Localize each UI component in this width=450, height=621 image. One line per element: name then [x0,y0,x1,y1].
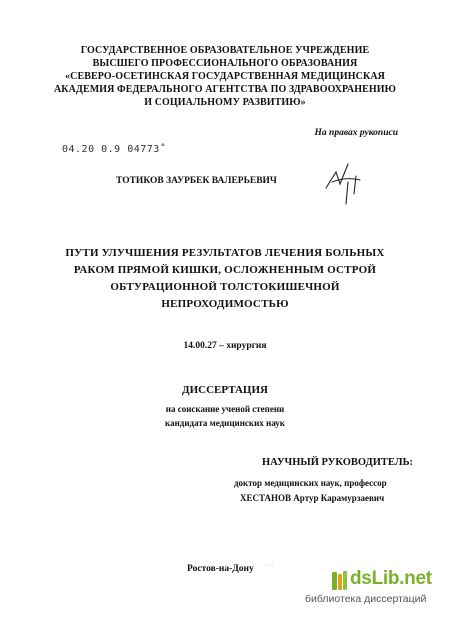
author-name: ТОТИКОВ ЗАУРБЕК ВАЛЕРЬЕВИЧ [116,176,277,186]
signature-scribble [318,158,378,208]
specialty-code: 14.00.27 – хирургия [183,341,267,351]
supervisor-title: доктор медицинских наук, профессор [234,478,387,488]
dissertation-title [0,245,450,313]
header-line-4: АКАДЕМИЯ ФЕДЕРАЛЬНОГО АГЕНТСТВА ПО ЗДРАВООХРАНЕНИЮ [53,84,397,95]
header-line-2: ВЫСШЕГО ПРОФЕССИОНАЛЬНОГО ОБРАЗОВАНИЯ [92,58,358,69]
institution-header [0,44,450,109]
supervisor-name: ХЕСТАНОВ Артур Карамурзаевич [240,493,385,503]
header-line-5: И СОЦИАЛЬНОМУ РАЗВИТИЮ» [144,97,306,108]
header-line-1: ГОСУДАРСТВЕННОЕ ОБРАЗОВАТЕЛЬНОЕ УЧРЕЖДЕНИЕ [80,45,370,56]
year-faint: ˙˙˙˙ [263,563,274,572]
title-line-2: РАКОМ ПРЯМОЙ КИШКИ, ОСЛОЖНЕННЫМ ОСТРОЙ [73,264,377,276]
rights-note: На правах рукописи [314,128,398,138]
watermark-caption: библиотека диссертаций [305,593,427,605]
watermark-logo-text: dsLib.net [350,568,432,589]
degree-line-2: кандидата медицинских наук [165,418,285,428]
header-line-3: «СЕВЕРО-ОСЕТИНСКАЯ ГОСУДАРСТВЕННАЯ МЕДИЦИНСКАЯ [65,71,385,82]
title-line-1: ПУТИ УЛУЧШЕНИЯ РЕЗУЛЬТАТОВ ЛЕЧЕНИЯ БОЛЬНЫХ [65,247,385,259]
registry-stamp [62,144,166,155]
title-line-3: ОБТУРАЦИОННОЙ ТОЛСТОКИШЕЧНОЙ [110,281,340,293]
document-type: ДИССЕРТАЦИЯ [182,384,268,396]
book-stack-icon [330,570,348,592]
registry-stamp-mark: ˚ [159,144,167,155]
degree-line-1: на соискание ученой степени [165,404,285,414]
supervisor-heading: НАУЧНЫЙ РУКОВОДИТЕЛЬ: [262,457,414,468]
city: Ростов-на-Дону [187,564,254,574]
registry-stamp-number: 04.20 0.9 04773 [62,144,160,155]
title-line-4: НЕПРОХОДИМОСТЬЮ [161,298,289,310]
degree-info [0,402,450,430]
